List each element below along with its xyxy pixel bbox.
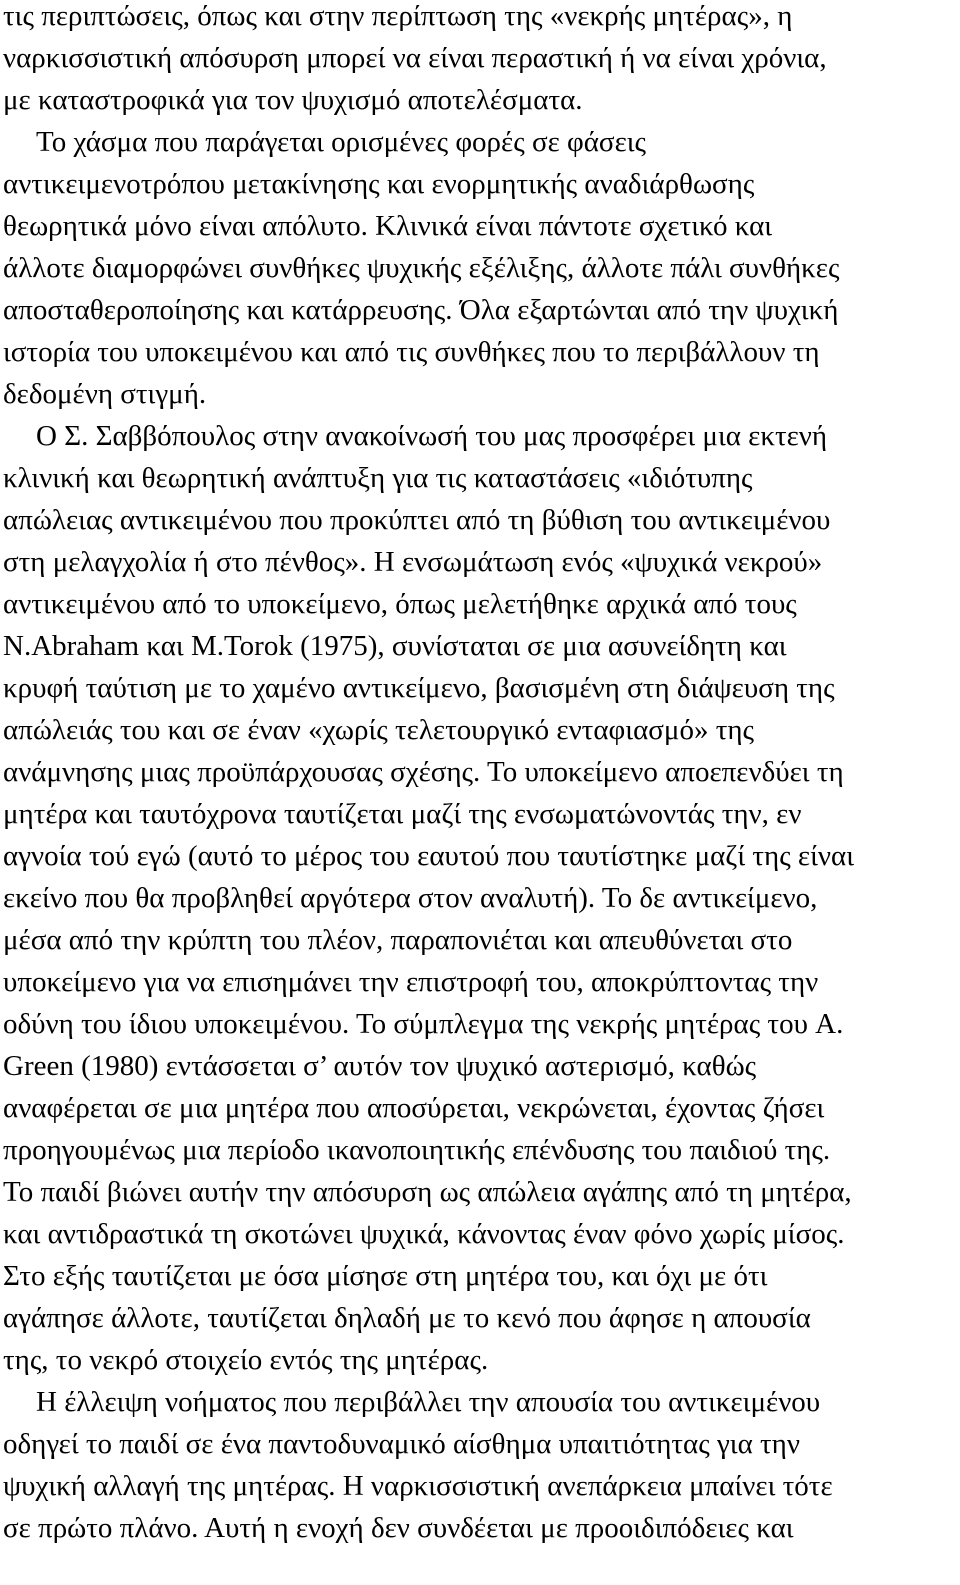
text-line: ψυχική αλλαγή της μητέρας. Η ναρκισσιστική ανεπάρκεια μπαίνει τότε xyxy=(3,1470,833,1502)
text-line: θεωρητικά μόνο είναι απόλυτο. Κλινικά είναι πάντοτε σχετικό και xyxy=(3,210,773,242)
text-line: εκείνο που θα προβληθεί αργότερα στον αναλυτή). Το δε αντικείμενο, xyxy=(3,882,818,914)
text-line: Το παιδί βιώνει αυτήν την απόσυρση ως απώλεια αγάπης από τη μητέρα, xyxy=(3,1176,852,1208)
text-line: αγάπησε άλλοτε, ταυτίζεται δηλαδή με το κενό που άφησε η απουσία xyxy=(3,1302,811,1334)
text-line: τις περιπτώσεις, όπως και στην περίπτωση της «νεκρής μητέρας», η xyxy=(3,0,793,32)
text-line: κρυφή ταύτιση με το χαμένο αντικείμενο, βασισμένη στη διάψευση της xyxy=(3,672,835,704)
text-line: N.Abraham και M.Torok (1975), συνίσταται σε μια ασυνείδητη και xyxy=(3,630,787,662)
text-line: σε πρώτο πλάνο. Αυτή η ενοχή δεν συνδέεται με προοιδιπόδειες και xyxy=(3,1512,794,1544)
text-line: αντικειμενοτρόπου μετακίνησης και ενορμητικής αναδιάρθωσης xyxy=(3,168,755,200)
text-line: προηγουμένως μια περίοδο ικανοποιητικής επένδυσης του παιδιού της. xyxy=(3,1134,831,1166)
text-line: υποκείμενο για να επισημάνει την επιστροφή του, αποκρύπτοντας την xyxy=(3,966,819,998)
text-line: δεδομένη στιγμή. xyxy=(3,378,207,410)
text-line: αντικειμένου από το υποκείμενο, όπως μελετήθηκε αρχικά από τους xyxy=(3,588,797,620)
text-line: ανάμνησης μιας προϋπάρχουσας σχέσης. Το υποκείμενο αποεπενδύει τη xyxy=(3,756,844,788)
text-line: της, το νεκρό στοιχείο εντός της μητέρας. xyxy=(3,1344,489,1376)
text-line: Στο εξής ταυτίζεται με όσα μίσησε στη μητέρα του, και όχι με ότι xyxy=(3,1260,768,1292)
text-line: και αντιδραστικά τη σκοτώνει ψυχικά, κάνοντας έναν φόνο χωρίς μίσος. xyxy=(3,1218,845,1250)
text-line: άλλοτε διαμορφώνει συνθήκες ψυχικής εξέλιξης, άλλοτε πάλι συνθήκες xyxy=(3,252,840,284)
text-line: μητέρα και ταυτόχρονα ταυτίζεται μαζί της ενσωματώνοντάς την, εν xyxy=(3,798,802,830)
text-line: οδηγεί το παιδί σε ένα παντοδυναμικό αίσθημα υπαιτιότητας για την xyxy=(3,1428,800,1460)
text-line: ιστορία του υποκειμένου και από τις συνθήκες που το περιβάλλουν τη xyxy=(3,336,820,368)
text-line: στη μελαγχολία ή στο πένθος». Η ενσωμάτωση ενός «ψυχικά νεκρού» xyxy=(3,546,823,578)
text-line: Green (1980) εντάσσεται σ’ αυτόν τον ψυχικό αστερισμό, καθώς xyxy=(3,1050,757,1082)
text-line: Ο Σ. Σαββόπουλος στην ανακοίνωσή του μας προσφέρει μια εκτενή xyxy=(36,420,828,452)
text-line: Η έλλειψη νοήματος που περιβάλλει την απουσία του αντικειμένου xyxy=(36,1386,821,1418)
text-line: απώλειάς του και σε έναν «χωρίς τελετουργικό ενταφιασμό» της xyxy=(3,714,754,746)
text-line: αναφέρεται σε μια μητέρα που αποσύρεται, νεκρώνεται, έχοντας ζήσει xyxy=(3,1092,825,1124)
text-line: ναρκισσιστική απόσυρση μπορεί να είναι περαστική ή να είναι χρόνια, xyxy=(3,42,827,74)
text-line: με καταστροφικά για τον ψυχισμό αποτελέσματα. xyxy=(3,84,583,116)
text-line: αγνοία τού εγώ (αυτό το μέρος του εαυτού που ταυτίστηκε μαζί της είναι xyxy=(3,840,855,872)
text-line: κλινική και θεωρητική ανάπτυξη για τις καταστάσεις «ιδιότυπης xyxy=(3,462,753,494)
text-line: απώλειας αντικειμένου που προκύπτει από τη βύθιση του αντικειμένου xyxy=(3,504,831,536)
text-line: Το χάσμα που παράγεται ορισμένες φορές σε φάσεις xyxy=(36,126,647,158)
text-line: οδύνη του ίδιου υποκειμένου. Το σύμπλεγμα της νεκρής μητέρας του A. xyxy=(3,1008,844,1040)
text-line: αποσταθεροποίησης και κατάρρευσης. Όλα εξαρτώνται από την ψυχική xyxy=(3,294,839,326)
text-line: μέσα από την κρύπτη του πλέον, παραπονιέται και απευθύνεται στο xyxy=(3,924,793,956)
